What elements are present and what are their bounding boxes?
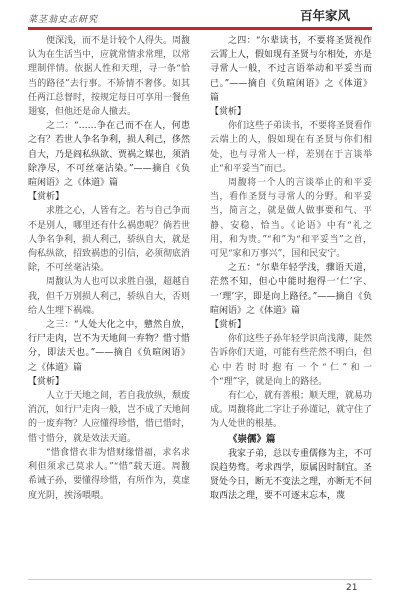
commentary-3-p2: “惜食惜衣非为惜财缘惜福，求名求利但须求己莫求人。”“惜”载天道。周馥希诫子孙，要懂得珍惜，有所作为，莫虚度光阴，挨汤喂喂。 — [28, 447, 191, 501]
quote-4: 之四：“尔辈读书，不要将圣贤视作云霄上人，假如现有圣贤与尔相处，亦是寻常人一般，不过言语举动和平妥当而已。”——摘自《负暄闲语》之《体道》篇 — [210, 36, 373, 103]
paragraph-continuation: 便深浅，而不是计较个人得失。周馥认为在生活当中，应就常情求常理，以常理制伴情。依据人性和天理，寻一条“恰当的路径”去行事。不矫情不奢侈。如其任两江总督时，按规定每日可享用一餐鱼翅宴，但他还是命人撤去。 — [28, 36, 191, 118]
commentary-5-p1: 你们这些子孙年轻学识尚浅薄，陡然告诉你们天道，可能有些茫然不明白，但心中若时时抱有一个“仁”和一个“理”字，就是向上的路径。 — [210, 334, 373, 387]
section-paragraph: 我家子弟，总以专重儒修为主，不可误趋势骛。考求西学，原属因时制宜。圣贤处今日，断无不变法之理，亦断无不问取西法之理，要不可逐末忘本，蔑 — [210, 448, 373, 502]
right-column — [210, 34, 372, 504]
quote-2: 之二：“……争在己而不在人，何患之有？若世人争名争利，损人利己，侈然自大，乃是阎私纵欲、贾祸之媒也，须消除净尽，不可丝毫沾染。”——摘自《负暄闲语》之《体道》篇 — [28, 121, 191, 189]
footer-rule — [28, 579, 372, 580]
commentary-4-p1: 你们这些子弟读书，不要将圣贤看作云端上的人，假如现在有圣贤与你们相处，也与寻常人一样，差别在于言谈举止“和平妥当”而已。 — [210, 121, 373, 174]
commentary-5-p2: 有仁心，就有善根；顺天理，就易功成。周馥将此二字让子孙谨记，就守住了为人处世的根基。 — [210, 391, 373, 430]
commentary-2-p1: 求胜之心，人皆有之。若与自己争而不是别人，哪里还有什么祸患呢？倘若世人争名争利，损人利己，骄纵自大，就是佝私纵欲，招致祸患的引信，必须彻底消除，不可丝毫沾染。 — [28, 206, 191, 274]
commentary-5-tag: 【赏析】 — [210, 320, 247, 331]
journal-title: 菜茎翁史志研究 — [28, 15, 99, 25]
column-title: 百年家风 — [300, 8, 351, 23]
commentary-2-p2: 周馥认为人也可以求胜自强，超越自我，但千万别损人利己，骄纵自大，否则给人生埋下祸端。 — [28, 277, 191, 316]
commentary-3-tag: 【赏析】 — [28, 376, 65, 387]
header-rule — [28, 27, 372, 30]
section-title: 《崇儒》篇 — [228, 433, 276, 445]
quote-3: 之三：“人处大化之中，戆然自放，行尸走肉，岂不为天地间一弃物？惜寸惜分，即法天也。”——摘自《负暄闲语》之《体道》篇 — [28, 320, 191, 373]
commentary-4-tag: 【赏析】 — [210, 107, 247, 118]
left-column — [28, 34, 190, 503]
commentary-4-p2: 周馥将一个人的言谈举止的和平妥当，看作圣贤与寻常人的分野。和平妥当，简言之，就是做人做事要和气、平静、安稳、恰当。《论语》中有“礼之用，和为贵。”“和”为“和平妥当”之首，可见“家和万事兴”，国和民安宁。 — [210, 178, 372, 260]
commentary-3-p1: 人立于天地之间，若自我放纵，颓废消沉，如行尸走肉一般，岂不成了天地间的一废弃物？人应懂得珍惜，惜已惜时，惜寸惜分，就是效法天道。 — [28, 391, 191, 444]
commentary-2-tag: 【赏析】 — [28, 192, 65, 203]
quote-5: 之五：“尔辈年轻学浅，骤语天道，茫然不知，但心中能时抱得一‘仁’字、一‘理’字，即是向上路径。”——摘自《负暄闲语》之《体道》篇 — [210, 263, 372, 316]
page-number: 21 — [346, 583, 358, 593]
